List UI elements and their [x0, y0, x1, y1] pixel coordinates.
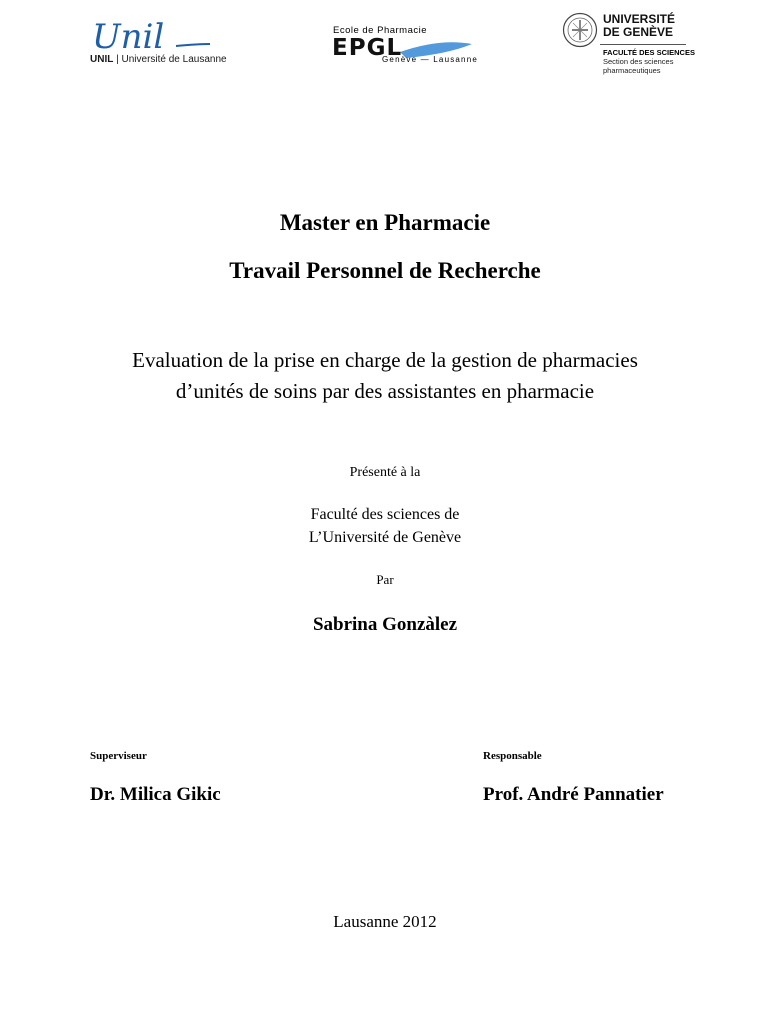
responsible-name: Prof. André Pannatier [483, 784, 664, 805]
supervisor-name: Dr. Milica Gikic [90, 784, 221, 805]
thesis-subject: Evaluation de la prise en charge de la gestion de pharmacies d’unités de soins par des assistantes en pharmacie [132, 348, 638, 403]
work-type-title: Travail Personnel de Recherche [229, 258, 541, 283]
unil-caption-abbr: UNIL [90, 54, 114, 65]
unil-logo-script: Unil [92, 17, 165, 57]
presented-to: Présenté à la [349, 465, 421, 480]
unige-faculty: FACULTÉ DES SCIENCES [603, 48, 695, 57]
epgl-cities: Genève — Lausanne [382, 55, 479, 64]
epgl-logo-letters: EPGL [332, 35, 403, 61]
supervisor-label: Superviseur [90, 750, 147, 762]
unige-section: Section des sciences pharmaceutiques [603, 57, 674, 75]
responsible-label: Responsable [483, 750, 542, 762]
unige-divider [600, 44, 686, 45]
unil-caption-name: | Université de Lausanne [113, 54, 227, 65]
unil-caption [90, 54, 227, 65]
unige-seal-icon [562, 12, 598, 48]
by-label: Par [376, 572, 394, 587]
faculty-name: Faculté des sciences de L’Université de Genève [308, 506, 462, 546]
place-date: Lausanne 2012 [333, 912, 437, 931]
author-name: Sabrina Gonzàlez [312, 614, 458, 635]
epgl-school-name: Ecole de Pharmacie [333, 25, 428, 36]
degree-title: Master en Pharmacie [279, 210, 491, 235]
unige-name: UNIVERSITÉ DE GENÈVE [603, 12, 676, 39]
